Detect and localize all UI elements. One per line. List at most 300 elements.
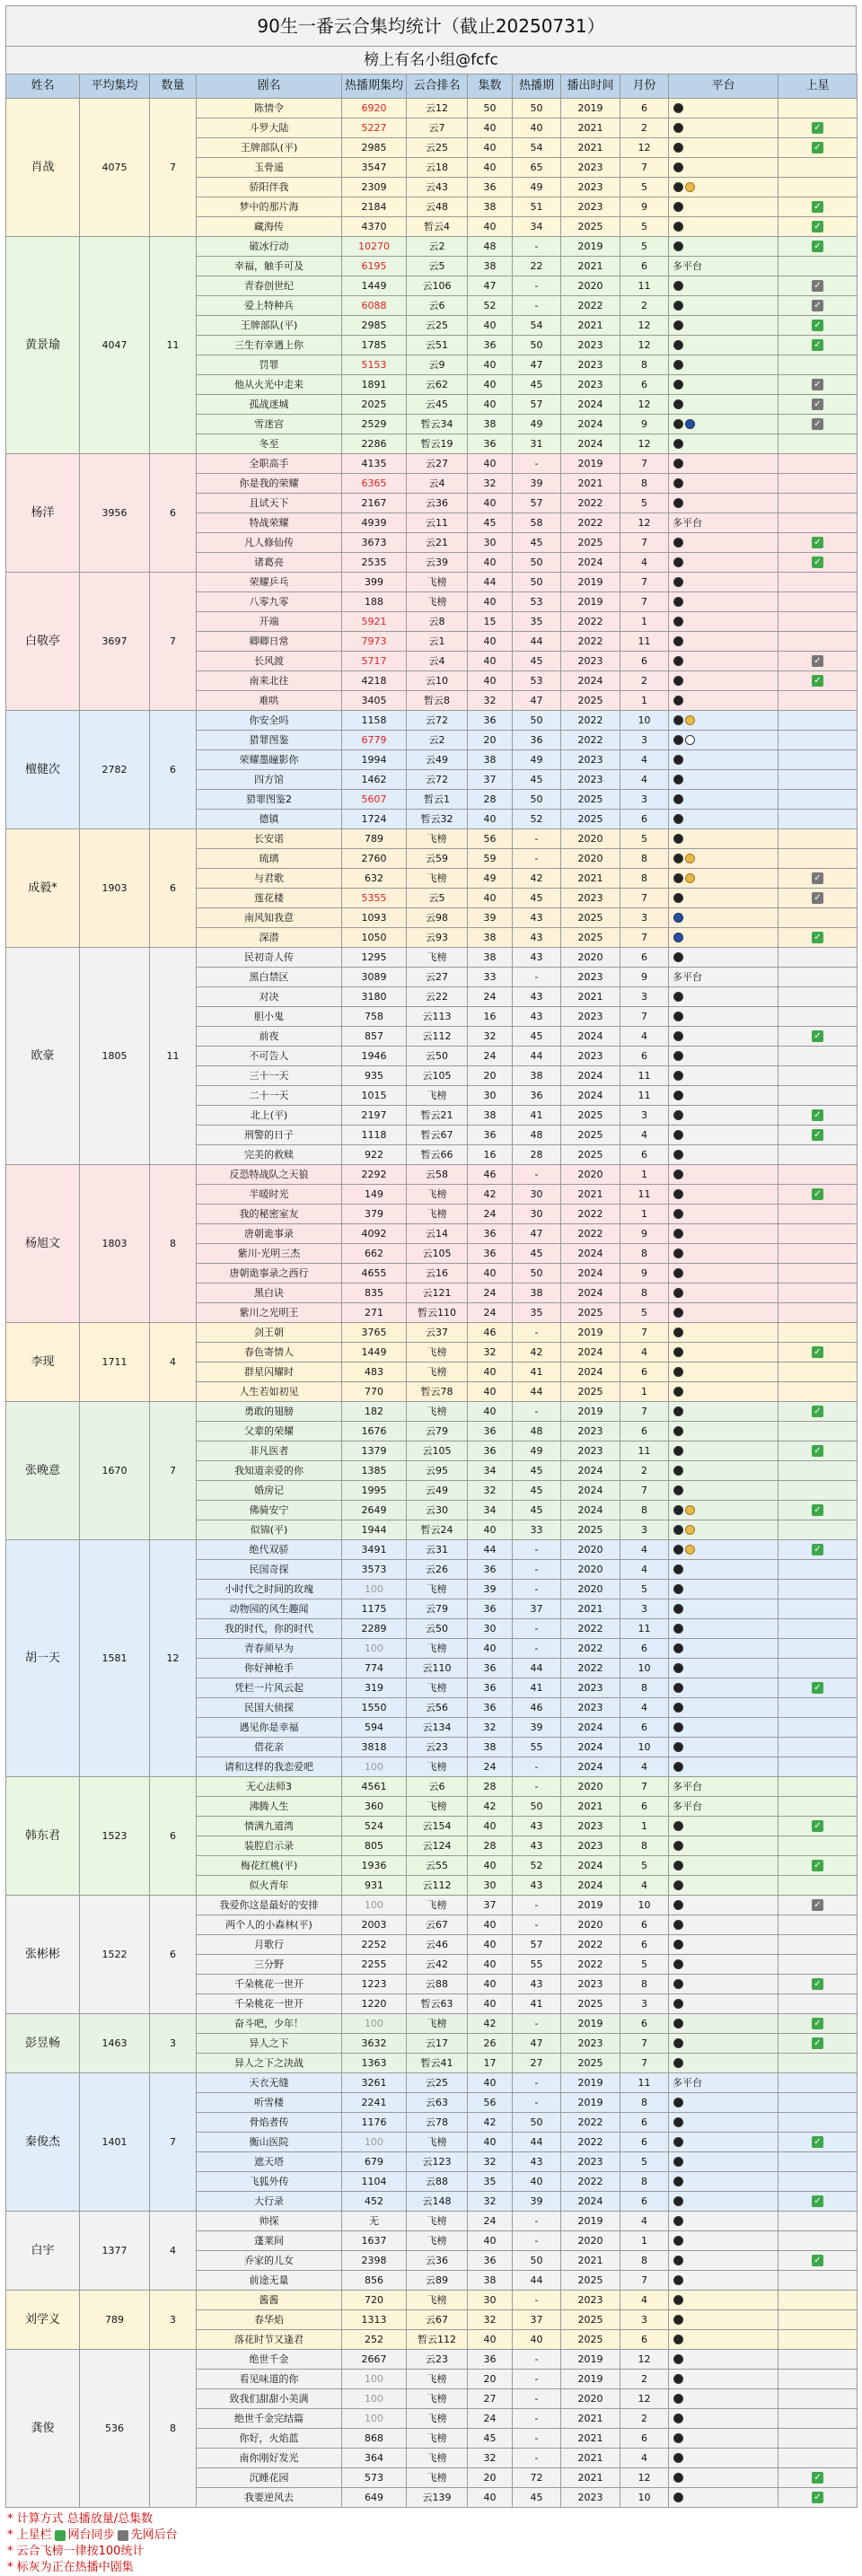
air-month: 6 — [620, 99, 669, 118]
satellite-cell — [778, 1599, 858, 1619]
satellite-cell — [778, 2152, 858, 2172]
drama-title: 荣耀墨瞳影你 — [197, 750, 342, 770]
air-month: 10 — [620, 2488, 669, 2508]
air-month: 6 — [620, 2133, 669, 2152]
hot-period: 52 — [513, 1856, 561, 1876]
episode-count: 27 — [468, 2389, 513, 2409]
platform-cell — [669, 908, 778, 928]
sync-check-icon: ✓ — [812, 1406, 823, 1417]
hot-period: 65 — [513, 158, 561, 178]
drama-title: 衡山医院 — [197, 2133, 342, 2152]
platform-cell — [669, 2093, 778, 2113]
platform-cell — [669, 1224, 778, 1244]
hot-period: 43 — [513, 1876, 561, 1896]
platform-icon-dark — [673, 1841, 683, 1851]
column-header: 数量 — [150, 74, 197, 99]
satellite-cell — [778, 1224, 858, 1244]
satellite-cell — [778, 1343, 858, 1362]
episode-count: 42 — [468, 2014, 513, 2034]
drama-title: 完美的救赎 — [197, 1145, 342, 1165]
air-month: 11 — [620, 1185, 669, 1205]
air-month: 2 — [620, 671, 669, 691]
episode-count: 28 — [468, 1777, 513, 1797]
platform-cell — [669, 1560, 778, 1580]
drama-title: 破冰行动 — [197, 237, 342, 257]
air-month: 8 — [620, 849, 669, 869]
hot-average: 149 — [342, 1185, 407, 1205]
table-row — [6, 99, 858, 118]
satellite-cell — [778, 1955, 858, 1975]
hot-average: 100 — [342, 2133, 407, 2152]
platform-cell — [669, 2271, 778, 2291]
platform-cell — [669, 118, 778, 138]
episode-count: 40 — [468, 395, 513, 415]
episode-count: 40 — [468, 316, 513, 336]
platform-icon-dark — [673, 755, 683, 765]
satellite-cell — [778, 1185, 858, 1205]
hot-period: 39 — [513, 1718, 561, 1738]
drama-title: 天衣无缝 — [197, 2073, 342, 2093]
air-month: 7 — [620, 928, 669, 948]
episode-count: 40 — [468, 1817, 513, 1836]
platform-icon-dark — [673, 123, 683, 133]
satellite-cell — [778, 592, 858, 612]
air-month: 8 — [620, 1836, 669, 1856]
air-month: 12 — [620, 336, 669, 355]
hot-period: 42 — [513, 1343, 561, 1362]
air-year: 2024 — [561, 1481, 620, 1501]
episode-count: 32 — [468, 1343, 513, 1362]
hot-period: 41 — [513, 1678, 561, 1698]
drama-title: 全职高手 — [197, 454, 342, 474]
platform-cell — [669, 987, 778, 1007]
hot-average: 4939 — [342, 513, 407, 533]
hot-average: 1175 — [342, 1599, 407, 1619]
yunhe-rank: 云112 — [407, 1027, 468, 1047]
yunhe-rank: 云88 — [407, 1975, 468, 1994]
satellite-cell — [778, 1264, 858, 1284]
satellite-cell — [778, 691, 858, 711]
drama-title: 德镇 — [197, 810, 342, 829]
satellite-cell — [778, 1659, 858, 1678]
episode-count: 40 — [468, 553, 513, 573]
yunhe-rank: 飞榜 — [407, 2231, 468, 2251]
drama-title: 似锦(平) — [197, 1520, 342, 1540]
platform-cell — [669, 632, 778, 652]
table-row — [6, 237, 858, 257]
yunhe-rank: 云72 — [407, 770, 468, 790]
sync-check-icon: ✓ — [812, 1504, 823, 1516]
hot-average: 1050 — [342, 928, 407, 948]
yunhe-rank: 飞榜 — [407, 1639, 468, 1659]
platform-cell — [669, 1738, 778, 1757]
platform-icon-blue — [685, 419, 695, 429]
air-year: 2024 — [561, 1738, 620, 1757]
sheet-subtitle: 榜上有名小组@fcfc — [5, 46, 857, 74]
air-month: 5 — [620, 217, 669, 237]
hot-average: 2286 — [342, 434, 407, 454]
episode-count: 30 — [468, 1876, 513, 1896]
air-year: 2022 — [561, 513, 620, 533]
episode-count: 38 — [468, 1106, 513, 1126]
air-month: 3 — [620, 1106, 669, 1126]
platform-icon-dark — [673, 1624, 683, 1634]
air-month: 5 — [620, 829, 669, 849]
platform-icon-dark — [673, 1367, 683, 1377]
hot-average: 2292 — [342, 1165, 407, 1185]
yunhe-rank: 飞榜 — [407, 2468, 468, 2488]
platform-cell — [669, 1362, 778, 1382]
episode-count: 44 — [468, 1540, 513, 1560]
platform-cell — [669, 553, 778, 573]
hot-period: - — [513, 2291, 561, 2310]
air-year: 2024 — [561, 1066, 620, 1086]
platform-cell — [669, 1205, 778, 1224]
air-year: 2024 — [561, 1501, 620, 1520]
satellite-cell — [778, 632, 858, 652]
satellite-cell — [778, 1520, 858, 1540]
platform-cell — [669, 1145, 778, 1165]
platform-cell — [669, 217, 778, 237]
platform-icon-dark — [673, 1426, 683, 1436]
stats-sheet — [5, 5, 857, 2576]
satellite-cell — [778, 2291, 858, 2310]
platform-icon-dark — [673, 2177, 683, 2186]
air-month: 7 — [620, 573, 669, 592]
air-year: 2024 — [561, 1086, 620, 1106]
hot-period: 45 — [513, 533, 561, 553]
drama-title: 遇见你是幸福 — [197, 1718, 342, 1738]
yunhe-rank: 云89 — [407, 2271, 468, 2291]
drama-title: 诸葛亮 — [197, 553, 342, 573]
episode-count: 40 — [468, 810, 513, 829]
platform-icon-dark — [673, 320, 683, 330]
platform-cell — [669, 513, 778, 533]
platform-cell — [669, 138, 778, 158]
actor-average: 4075 — [80, 99, 150, 237]
hot-average: 100 — [342, 2370, 407, 2389]
satellite-cell — [778, 612, 858, 632]
sync-check-icon: ✓ — [812, 1820, 823, 1832]
drama-title: 我知道亲爱的你 — [197, 1461, 342, 1481]
legend-label: 网台同步 — [67, 2528, 115, 2542]
air-month: 9 — [620, 197, 669, 217]
yunhe-rank: 飞榜 — [407, 2370, 468, 2389]
drama-count: 7 — [150, 2073, 197, 2212]
yunhe-rank: 暂云63 — [407, 1994, 468, 2014]
satellite-cell — [778, 197, 858, 217]
platform-icon-dark — [673, 1091, 683, 1100]
air-month: 8 — [620, 2093, 669, 2113]
satellite-cell — [778, 2370, 858, 2389]
yunhe-rank: 云49 — [407, 1481, 468, 1501]
hot-period: 50 — [513, 99, 561, 118]
episode-count: 40 — [468, 1975, 513, 1994]
air-year: 2019 — [561, 1896, 620, 1915]
platform-cell — [669, 355, 778, 375]
air-month: 4 — [620, 553, 669, 573]
air-month: 11 — [620, 1619, 669, 1639]
table-row — [6, 1540, 858, 1560]
air-month: 9 — [620, 968, 669, 987]
air-year: 2025 — [561, 217, 620, 237]
drama-title: 乔家的儿女 — [197, 2251, 342, 2271]
platform-icon-dark — [673, 1940, 683, 1950]
platform-icon-dark — [673, 1209, 683, 1219]
hot-average: 2535 — [342, 553, 407, 573]
hot-average: 931 — [342, 1876, 407, 1896]
platform-cell — [669, 2350, 778, 2370]
platform-cell — [669, 1915, 778, 1935]
satellite-cell — [778, 1362, 858, 1382]
hot-average: 319 — [342, 1678, 407, 1698]
satellite-cell — [778, 1915, 858, 1935]
platform-icon-dark — [673, 1505, 683, 1515]
yunhe-rank: 飞榜 — [407, 829, 468, 849]
sync-check-icon: ✓ — [812, 1544, 823, 1555]
sync-check-icon: ✓ — [812, 2195, 823, 2207]
drama-count: 3 — [150, 2014, 197, 2073]
air-year: 2021 — [561, 2409, 620, 2429]
air-month: 6 — [620, 1422, 669, 1441]
yunhe-rank: 暂云41 — [407, 2054, 468, 2073]
air-month: 7 — [620, 2034, 669, 2054]
drama-title: 似火青年 — [197, 1876, 342, 1896]
air-month: 8 — [620, 2172, 669, 2192]
drama-title: 冬至 — [197, 434, 342, 454]
satellite-cell — [778, 1402, 858, 1422]
hot-average: 1936 — [342, 1856, 407, 1876]
air-month: 8 — [620, 1678, 669, 1698]
table-row — [6, 573, 858, 592]
satellite-cell — [778, 296, 858, 316]
platform-icon-blue — [673, 933, 683, 942]
episode-count: 39 — [468, 1580, 513, 1599]
hot-period: 45 — [513, 2488, 561, 2508]
satellite-cell — [778, 1619, 858, 1639]
hot-average: 935 — [342, 1066, 407, 1086]
drama-title: 春华焰 — [197, 2310, 342, 2330]
satellite-cell — [778, 1718, 858, 1738]
air-year: 2023 — [561, 2488, 620, 2508]
hot-period: 49 — [513, 1441, 561, 1461]
platform-label: 多平台 — [673, 259, 702, 272]
platform-cell — [669, 1955, 778, 1975]
episode-count: 40 — [468, 2231, 513, 2251]
satellite-cell — [778, 652, 858, 671]
hot-period: 33 — [513, 1520, 561, 1540]
platform-cell — [669, 533, 778, 553]
web-first-check-icon: ✓ — [812, 399, 823, 410]
air-month: 6 — [620, 810, 669, 829]
drama-title: 王牌部队(平) — [197, 316, 342, 336]
satellite-cell — [778, 1757, 858, 1777]
air-month: 7 — [620, 454, 669, 474]
sync-check-icon: ✓ — [812, 2255, 823, 2266]
episode-count: 24 — [468, 1757, 513, 1777]
hot-period: 37 — [513, 2310, 561, 2330]
drama-title: 幸福，触手可及 — [197, 257, 342, 276]
platform-cell — [669, 810, 778, 829]
drama-title: 八零九零 — [197, 592, 342, 612]
platform-cell — [669, 2488, 778, 2508]
hot-period: 51 — [513, 197, 561, 217]
drama-title: 猎罪图鉴2 — [197, 790, 342, 810]
platform-cell — [669, 691, 778, 711]
platform-cell — [669, 2429, 778, 2449]
air-year: 2025 — [561, 908, 620, 928]
air-year: 2022 — [561, 1205, 620, 1224]
drama-title: 绝代双骄 — [197, 1540, 342, 1560]
hot-average: 1946 — [342, 1047, 407, 1066]
platform-cell — [669, 1126, 778, 1145]
hot-period: 54 — [513, 138, 561, 158]
yunhe-rank: 云6 — [407, 1777, 468, 1797]
platform-icon-dark — [673, 1564, 683, 1574]
satellite-cell — [778, 1678, 858, 1698]
drama-title: 青春须早为 — [197, 1639, 342, 1659]
air-month: 6 — [620, 1145, 669, 1165]
platform-cell — [669, 1382, 778, 1402]
platform-icon-dark — [673, 222, 683, 232]
episode-count: 36 — [468, 1599, 513, 1619]
yunhe-rank: 云23 — [407, 2350, 468, 2370]
hot-average: 1724 — [342, 810, 407, 829]
platform-icon-dark — [673, 577, 683, 587]
episode-count: 36 — [468, 1422, 513, 1441]
hot-period: 45 — [513, 1244, 561, 1264]
hot-average: 6920 — [342, 99, 407, 118]
drama-title: 凭栏一片风云起 — [197, 1678, 342, 1698]
hot-period: 43 — [513, 987, 561, 1007]
air-month: 1 — [620, 612, 669, 632]
drama-title: 罚罪 — [197, 355, 342, 375]
web-first-check-icon: ✓ — [812, 655, 823, 667]
platform-icon-dark — [673, 893, 683, 903]
legend-swatch — [55, 2530, 66, 2541]
hot-average: 770 — [342, 1382, 407, 1402]
air-year: 2020 — [561, 1915, 620, 1935]
drama-title: 你好，火焰蓝 — [197, 2429, 342, 2449]
hot-average: 5607 — [342, 790, 407, 810]
platform-cell — [669, 1481, 778, 1501]
episode-count: 32 — [468, 2192, 513, 2212]
hot-average: 2025 — [342, 395, 407, 415]
hot-average: 868 — [342, 2429, 407, 2449]
air-month: 11 — [620, 1066, 669, 1086]
air-year: 2023 — [561, 1441, 620, 1461]
platform-cell — [669, 2172, 778, 2192]
satellite-cell — [778, 928, 858, 948]
hot-period: 38 — [513, 1066, 561, 1086]
episode-count: 36 — [468, 1678, 513, 1698]
platform-cell — [669, 2370, 778, 2389]
air-month: 2 — [620, 1461, 669, 1481]
hot-period: 43 — [513, 1007, 561, 1027]
yunhe-rank: 云2 — [407, 731, 468, 750]
air-year: 2024 — [561, 1461, 620, 1481]
platform-icon-dark — [673, 340, 683, 350]
yunhe-rank: 暂云19 — [407, 434, 468, 454]
platform-cell — [669, 1975, 778, 1994]
drama-title: 半暖时光 — [197, 1185, 342, 1205]
air-month: 5 — [620, 1303, 669, 1323]
drama-title: 特战荣耀 — [197, 513, 342, 533]
platform-cell — [669, 316, 778, 336]
episode-count: 56 — [468, 829, 513, 849]
platform-icon-dark — [673, 1308, 683, 1318]
legend-swatch — [118, 2530, 128, 2541]
episode-count: 36 — [468, 1659, 513, 1678]
hot-period: 45 — [513, 652, 561, 671]
satellite-cell — [778, 849, 858, 869]
platform-icon-dark — [673, 1900, 683, 1910]
yunhe-rank: 云95 — [407, 1461, 468, 1481]
hot-average: 1891 — [342, 375, 407, 395]
platform-icon-dark — [673, 1189, 683, 1199]
episode-count: 28 — [468, 790, 513, 810]
episode-count: 34 — [468, 1461, 513, 1481]
episode-count: 46 — [468, 1165, 513, 1185]
hot-period: 47 — [513, 2034, 561, 2054]
yunhe-rank: 云25 — [407, 316, 468, 336]
platform-icon-dark — [673, 794, 683, 804]
hot-average: 662 — [342, 1244, 407, 1264]
platform-icon-dark — [673, 1604, 683, 1614]
drama-title: 开端 — [197, 612, 342, 632]
yunhe-rank: 飞榜 — [407, 2291, 468, 2310]
yunhe-rank: 云4 — [407, 652, 468, 671]
platform-icon-gold — [685, 182, 695, 192]
air-year: 2025 — [561, 1303, 620, 1323]
platform-cell — [669, 652, 778, 671]
platform-cell — [669, 1047, 778, 1066]
hot-period: - — [513, 968, 561, 987]
yunhe-rank: 云37 — [407, 1323, 468, 1343]
hot-average: 2667 — [342, 2350, 407, 2370]
episode-count: 40 — [468, 1639, 513, 1659]
hot-period: 35 — [513, 612, 561, 632]
air-year: 2023 — [561, 1047, 620, 1066]
sync-check-icon: ✓ — [812, 320, 823, 331]
platform-cell — [669, 1185, 778, 1205]
air-year: 2021 — [561, 138, 620, 158]
air-month: 7 — [620, 2054, 669, 2073]
yunhe-rank: 暂云32 — [407, 810, 468, 829]
drama-title: 猎罪图鉴 — [197, 731, 342, 750]
episode-count: 52 — [468, 296, 513, 316]
air-month: 4 — [620, 1343, 669, 1362]
drama-title: 小时代之时间的玫瑰 — [197, 1580, 342, 1599]
drama-title: 异人之下 — [197, 2034, 342, 2054]
air-month: 12 — [620, 513, 669, 533]
air-month: 8 — [620, 1284, 669, 1303]
platform-icon-dark — [673, 676, 683, 686]
yunhe-rank: 飞榜 — [407, 1678, 468, 1698]
air-year: 2024 — [561, 1264, 620, 1284]
drama-title: 反恐特战队之天狼 — [197, 1165, 342, 1185]
episode-count: 40 — [468, 1915, 513, 1935]
air-month: 5 — [620, 237, 669, 257]
satellite-cell — [778, 316, 858, 336]
table-row — [6, 1323, 858, 1343]
platform-icon-dark — [673, 2414, 683, 2423]
platform-icon-dark — [673, 241, 683, 251]
air-month: 7 — [620, 889, 669, 908]
episode-count: 34 — [468, 1501, 513, 1520]
platform-cell — [669, 1599, 778, 1619]
hot-average: 100 — [342, 1639, 407, 1659]
